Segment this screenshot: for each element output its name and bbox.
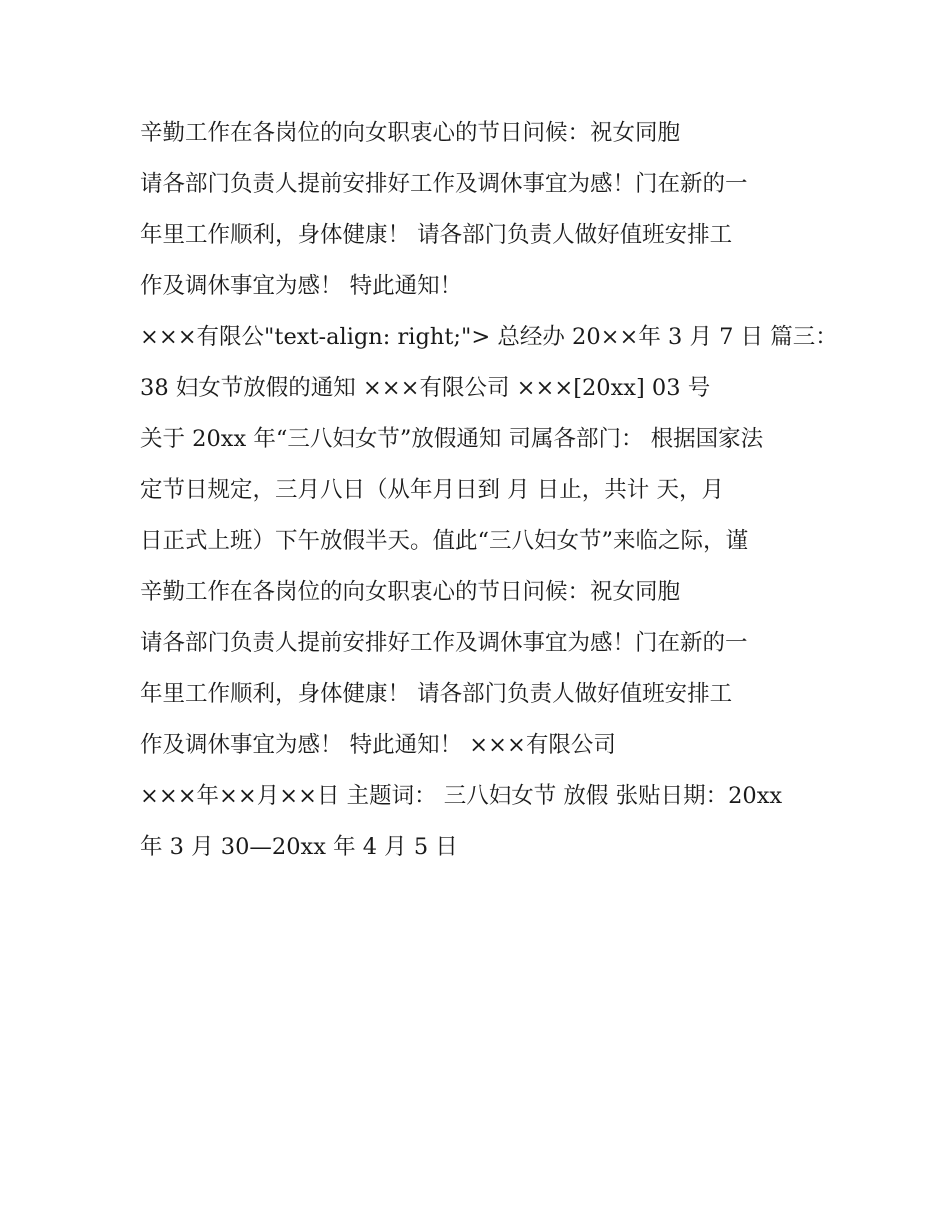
text-line: 38 妇女节放假的通知 ×××有限公司 ×××[20xx] 03 号 — [140, 375, 711, 401]
text-line: 请各部门负责人提前安排好工作及调休事宜为感！门在新的一 — [140, 171, 748, 197]
text-line: 年里工作顺利，身体健康！ 请各部门负责人做好值班安排工 — [140, 222, 733, 248]
text-line: 日正式上班）下午放假半天。值此“三八妇女节”来临之际，谨 — [140, 528, 749, 554]
text-line: 辛勤工作在各岗位的向女职衷心的节日问候：祝女同胞 — [140, 120, 681, 146]
text-line: 关于 20xx 年“三八妇女节”放假通知 司属各部门： 根据国家法 — [140, 426, 764, 452]
document-body — [140, 108, 838, 873]
text-line: 请各部门负责人提前安排好工作及调休事宜为感！门在新的一 — [140, 630, 748, 656]
text-line: 年里工作顺利，身体健康！ 请各部门负责人做好值班安排工 — [140, 681, 733, 707]
text-line: 定节日规定，三月八日（从年月日到 月 日止，共计 天，月 — [140, 477, 724, 503]
text-line: ×××年××月××日 主题词： 三八妇女节 放假 张贴日期：20xx — [140, 783, 783, 809]
text-line: 年 3 月 30—20xx 年 4 月 5 日 — [140, 834, 458, 860]
text-line: 辛勤工作在各岗位的向女职衷心的节日问候：祝女同胞 — [140, 579, 681, 605]
text-line: 作及调休事宜为感！ 特此通知！ ×××有限公司 — [140, 732, 616, 758]
text-line: 作及调休事宜为感！ 特此通知！ — [140, 273, 463, 299]
text-line: ×××有限公"text-align: right;"> 总经办 20××年 3 月 7 日 篇三： — [140, 324, 838, 350]
